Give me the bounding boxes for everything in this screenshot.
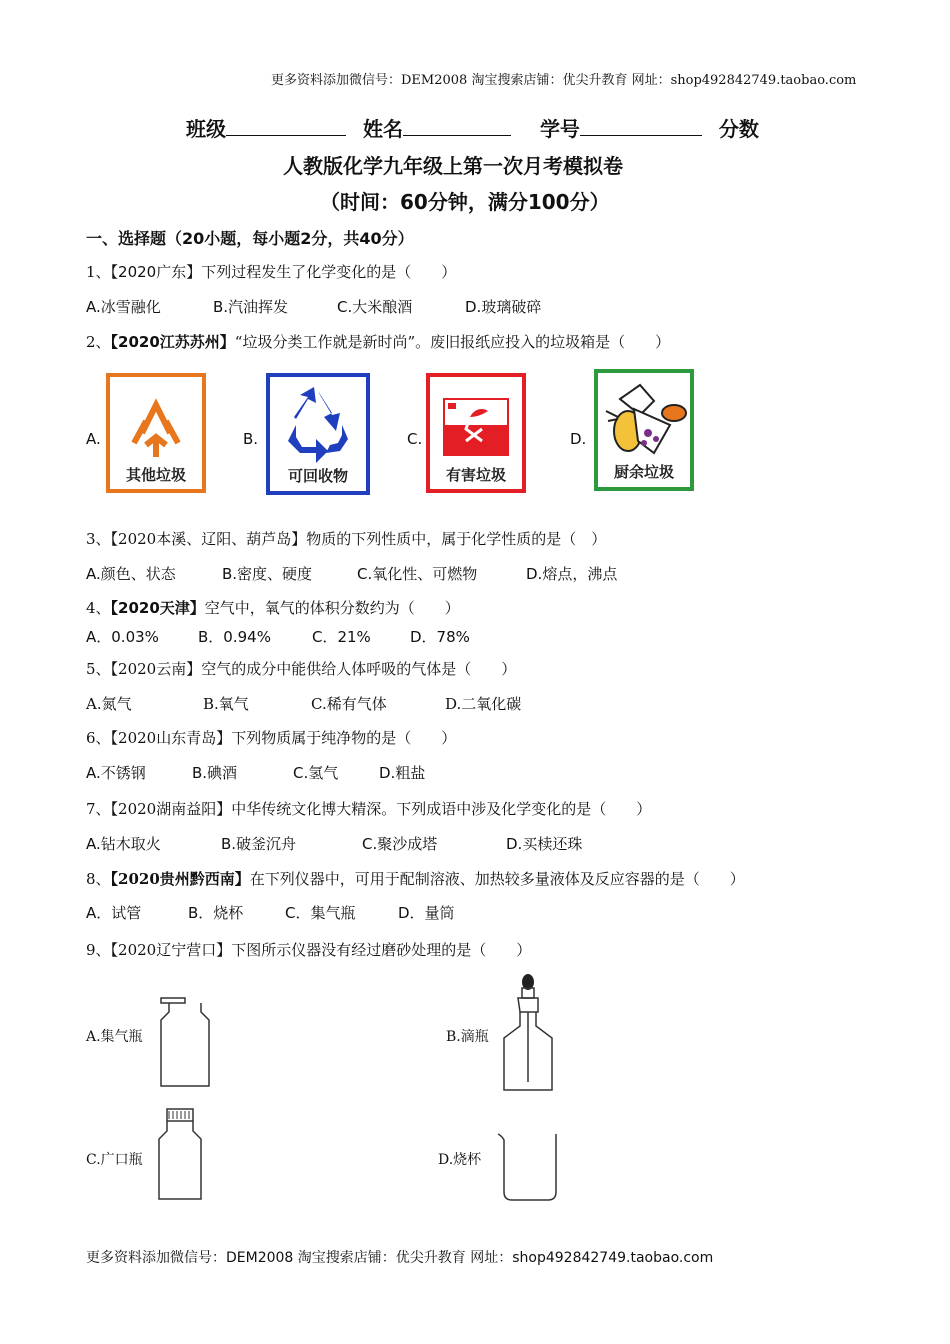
q5-option-b[interactable]: B.氧气 bbox=[203, 695, 249, 713]
question-text: 物质的下列性质中，属于化学性质的是（ ） bbox=[306, 530, 607, 548]
page-title: 人教版化学九年级上第一次月考模拟卷 bbox=[283, 154, 623, 178]
question-source: 【2020本溪、辽阳、葫芦岛】 bbox=[110, 530, 307, 548]
q9-option-c[interactable]: C.广口瓶 bbox=[86, 1152, 143, 1168]
q4-option-b[interactable]: B．0.94% bbox=[198, 628, 271, 646]
question-text: 中华传统文化博大精深。下列成语中涉及化学变化的是（ ） bbox=[231, 800, 652, 818]
bin-label: 有害垃圾 bbox=[445, 466, 507, 484]
question-text: 下列过程发生了化学变化的是（ ） bbox=[201, 263, 457, 281]
bin-other-waste[interactable] bbox=[106, 373, 206, 493]
q1-option-b[interactable]: B.汽油挥发 bbox=[213, 298, 289, 316]
q5-option-d[interactable]: D.二氧化碳 bbox=[445, 695, 522, 713]
q6-option-d[interactable]: D.粗盐 bbox=[379, 764, 426, 782]
id-blank[interactable] bbox=[580, 119, 702, 136]
question-number: 3、 bbox=[86, 530, 111, 548]
question-5 bbox=[86, 658, 516, 679]
q8-option-b[interactable]: B．烧杯 bbox=[188, 904, 244, 922]
question-number: 4、 bbox=[86, 599, 111, 617]
q2-option-c[interactable]: C. bbox=[407, 430, 423, 448]
beaker-icon bbox=[496, 1130, 562, 1204]
q7-option-c[interactable]: C.聚沙成塔 bbox=[362, 835, 438, 853]
question-source: 【2020贵州黔西南】 bbox=[110, 870, 250, 888]
q3-option-a[interactable]: A.颜色、状态 bbox=[86, 565, 176, 583]
q6-option-c[interactable]: C.氢气 bbox=[293, 764, 339, 782]
q3-option-b[interactable]: B.密度、硬度 bbox=[222, 565, 313, 583]
bin-hazardous[interactable] bbox=[426, 373, 526, 493]
question-source: 【2020广东】 bbox=[110, 263, 202, 281]
bin-recyclable[interactable] bbox=[266, 373, 370, 495]
question-source: 【2020辽宁营口】 bbox=[110, 941, 232, 959]
question-number: 8、 bbox=[86, 870, 111, 888]
q6-option-b[interactable]: B.碘酒 bbox=[192, 764, 238, 782]
question-6 bbox=[86, 727, 456, 748]
question-7 bbox=[86, 798, 651, 819]
student-fields bbox=[186, 113, 759, 142]
bin-label: 可回收物 bbox=[287, 467, 349, 485]
question-source: 【2020天津】 bbox=[110, 599, 205, 617]
q2-option-d[interactable]: D. bbox=[570, 430, 587, 448]
q7-option-a[interactable]: A.钻木取火 bbox=[86, 835, 161, 853]
q7-option-b[interactable]: B.破釜沉舟 bbox=[221, 835, 297, 853]
header-note: 更多资料添加微信号：DEM2008 淘宝搜索店铺：优尖升教育 网址：shop492842749.taobao.com bbox=[271, 73, 857, 88]
page-subtitle: （时间：60分钟，满分100分） bbox=[320, 190, 610, 214]
question-4 bbox=[86, 597, 460, 618]
question-number: 5、 bbox=[86, 660, 111, 678]
class-label: 班级 bbox=[186, 117, 226, 141]
question-text: 空气中，氧气的体积分数约为（ ） bbox=[204, 599, 460, 617]
q4-option-a[interactable]: A．0.03% bbox=[86, 628, 159, 646]
score-label: 分数 bbox=[718, 117, 759, 141]
q2-option-b[interactable]: B. bbox=[243, 430, 259, 448]
q8-option-d[interactable]: D．量筒 bbox=[398, 904, 455, 922]
q7-option-d[interactable]: D.买椟还珠 bbox=[506, 835, 583, 853]
q8-option-a[interactable]: A．试管 bbox=[86, 904, 142, 922]
question-2 bbox=[86, 331, 670, 352]
q4-option-d[interactable]: D．78% bbox=[410, 628, 470, 646]
q2-option-a[interactable]: A. bbox=[86, 430, 101, 448]
question-number: 1、 bbox=[86, 263, 111, 281]
name-blank[interactable] bbox=[403, 119, 511, 136]
bin-label: 其他垃圾 bbox=[125, 466, 187, 484]
question-number: 6、 bbox=[86, 729, 111, 747]
q1-option-c[interactable]: C.大米酿酒 bbox=[337, 298, 413, 316]
footer-note: 更多资料添加微信号：DEM2008 淘宝搜索店铺：优尖升教育 网址：shop492842749.taobao.com bbox=[86, 1250, 714, 1266]
q9-option-d[interactable]: D.烧杯 bbox=[438, 1152, 482, 1168]
question-text: “垃圾分类工作就是新时尚”。废旧报纸应投入的垃圾箱是（ ） bbox=[234, 333, 671, 351]
q9-option-b[interactable]: B.滴瓶 bbox=[446, 1029, 489, 1045]
question-source: 【2020山东青岛】 bbox=[110, 729, 232, 747]
question-8 bbox=[86, 868, 745, 889]
question-1 bbox=[86, 261, 456, 282]
bin-food-waste[interactable] bbox=[594, 369, 694, 491]
q5-option-a[interactable]: A.氮气 bbox=[86, 695, 132, 713]
question-text: 下图所示仪器没有经过磨砂处理的是（ ） bbox=[231, 941, 532, 959]
question-source: 【2020云南】 bbox=[110, 660, 202, 678]
id-label: 学号 bbox=[539, 117, 580, 141]
q1-option-d[interactable]: D.玻璃破碎 bbox=[465, 298, 542, 316]
question-number: 9、 bbox=[86, 941, 111, 959]
question-9 bbox=[86, 939, 531, 960]
q9-option-a[interactable]: A.集气瓶 bbox=[86, 1029, 143, 1045]
class-blank[interactable] bbox=[226, 119, 346, 136]
question-text: 下列物质属于纯净物的是（ ） bbox=[231, 729, 457, 747]
question-source: 【2020江苏苏州】 bbox=[110, 333, 235, 351]
question-number: 7、 bbox=[86, 800, 111, 818]
q1-option-a[interactable]: A.冰雪融化 bbox=[86, 298, 161, 316]
q5-option-c[interactable]: C.稀有气体 bbox=[311, 695, 387, 713]
q4-option-c[interactable]: C．21% bbox=[312, 628, 371, 646]
question-text: 空气的成分中能供给人体呼吸的气体是（ ） bbox=[201, 660, 517, 678]
question-number: 2、 bbox=[86, 333, 111, 351]
name-label: 姓名 bbox=[362, 117, 403, 141]
gas-collecting-bottle-icon bbox=[155, 996, 215, 1090]
q3-option-c[interactable]: C.氧化性、可燃物 bbox=[357, 565, 478, 583]
dropper-bottle-icon bbox=[500, 972, 556, 1094]
q6-option-a[interactable]: A.不锈钢 bbox=[86, 764, 146, 782]
q3-option-d[interactable]: D.熔点，沸点 bbox=[526, 565, 618, 583]
q8-option-c[interactable]: C．集气瓶 bbox=[285, 904, 356, 922]
question-text: 在下列仪器中，可用于配制溶液、加热较多量液体及反应容器的是（ ） bbox=[249, 870, 745, 888]
wide-mouth-bottle-icon bbox=[155, 1107, 205, 1203]
question-source: 【2020湖南益阳】 bbox=[110, 800, 232, 818]
bin-label: 厨余垃圾 bbox=[613, 463, 675, 481]
question-3 bbox=[86, 528, 606, 549]
section-heading: 一、选择题（20小题，每小题2分，共40分） bbox=[86, 229, 414, 248]
